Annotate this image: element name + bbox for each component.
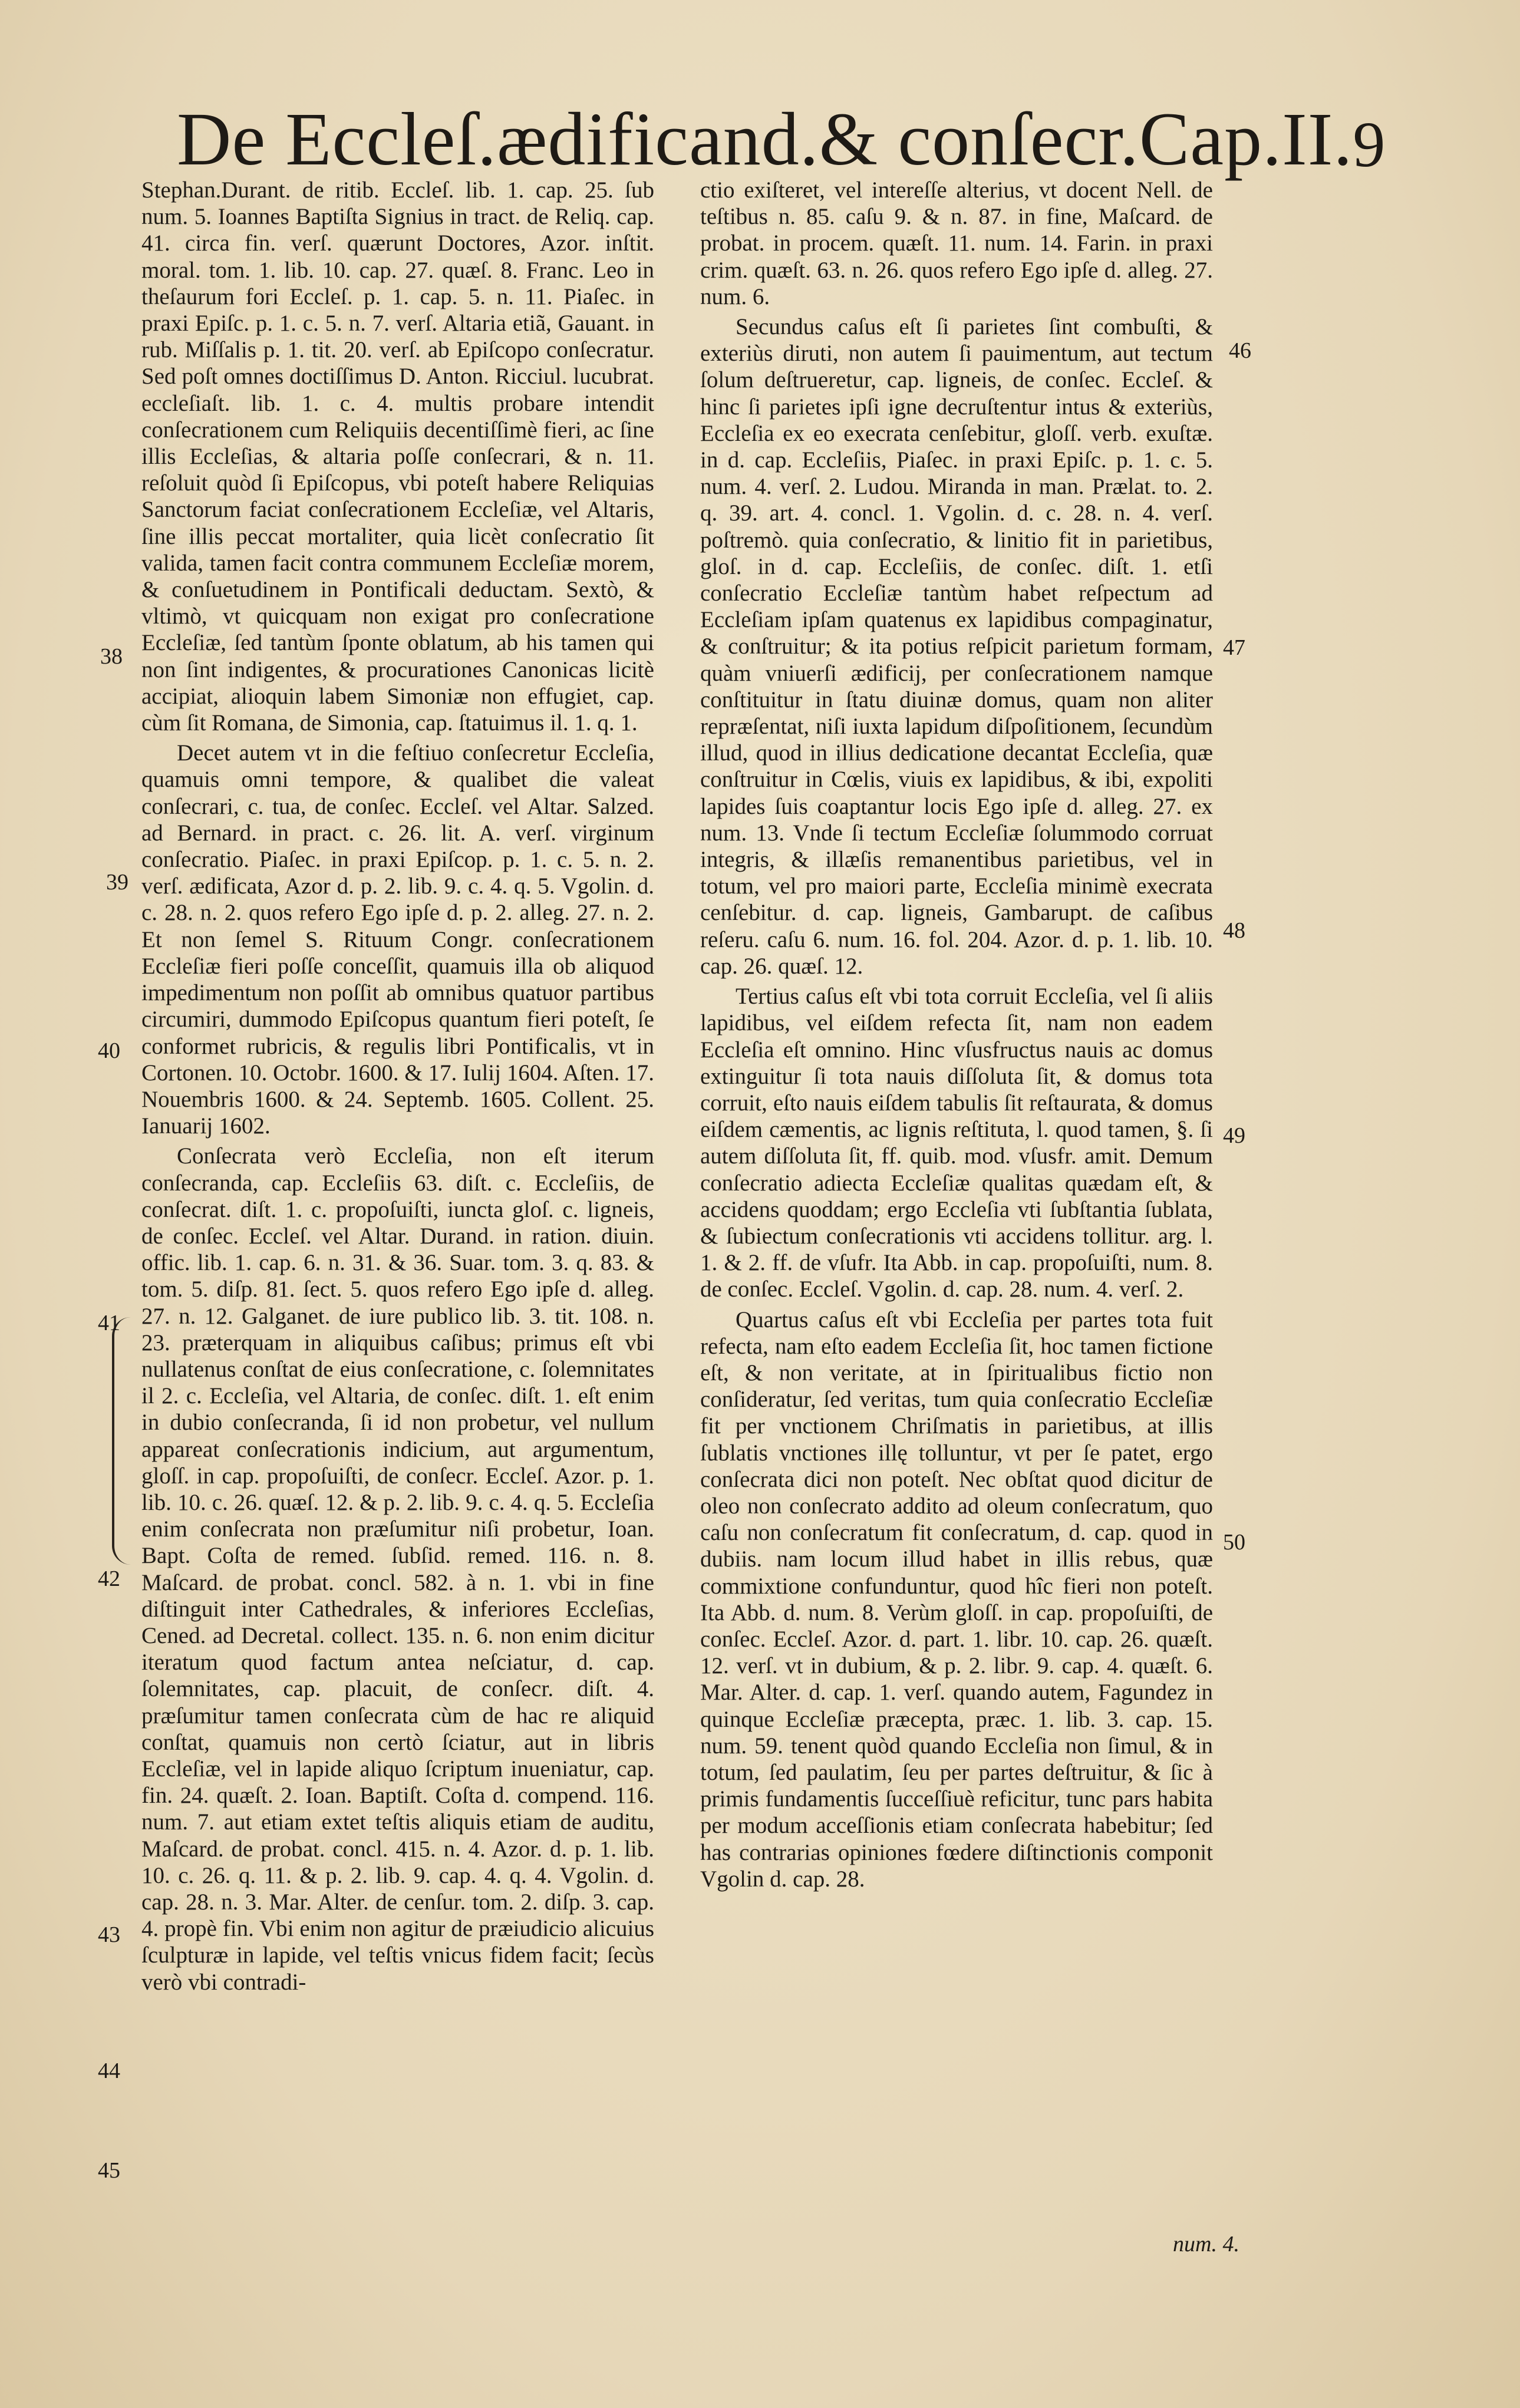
margin-number: 49 — [1223, 1123, 1245, 1148]
running-title: De Eccleſ.ædificand.& conſecr.Cap.II. — [177, 97, 1353, 181]
paragraph: ctio exiſteret, vel intereſſe alterius, vt docent Nell. de teſtibus n. 85. caſu 9. & n. 87. in fine, Maſcard. de probat. in procem. quæſt. 11. num. 14. Farin. in praxi crim. quæſt. 63. n. 26. quos refero Ego ipſe d. alleg. 27. num. 6. — [700, 177, 1213, 309]
margin-number: 40 — [98, 1038, 120, 1063]
margin-number: 41 — [98, 1311, 120, 1335]
margin-number: 38 — [100, 644, 123, 669]
paragraph: Quartus caſus eſt vbi Eccleſia per partes tota fuit refecta, nam eſto eadem Eccleſia ſit, hoc tamen fictione eſt, & non veritate, at in ſpiritualibus fictio non conſideratur, ſed veritas, tum quia conſecratio Eccleſiæ fit per vnctionem Chriſmatis in parietibus, at illis ſublatis vnctiones illę tolluntur, vt per ſe patet, ergo conſecrata dici non poteſt. Nec obſtat quod dicitur de oleo non conſecrato addito ad oleum conſecratum, quo caſu non conſecratum fit conſecratum, d. cap. quod in dubiis. nam locum illud habet in illis rebus, quæ commixtione confunduntur, quod hîc fieri non poteſt. Ita Abb. d. num. 8. Verùm gloſſ. in cap. propoſuiſti, de conſec. Eccleſ. Azor. d. part. 1. libr. 10. cap. 26. quæſt. 12. verſ. vt in dubium, & p. 2. libr. 9. cap. 4. quæſt. 6. Mar. Alter. d. cap. 1. verſ. quando autem, Fagundez in quinque Eccleſiæ præcepta, præc. 1. lib. 3. cap. 15. num. 59. tenent quòd quando Eccleſia non ſimul, & in totum, ſed paulatim, ſeu per partes deſtruitur, & ſic à primis fundamentis ſucceſſiuè reficitur, tunc pars habita per modum acceſſionis etiam conſecrata habebitur; ſed has contrarias opiniones fœdere diſtinctionis componit Vgolin d. cap. 28. — [700, 1307, 1213, 1892]
right-column — [700, 177, 1213, 1892]
page-number: 9 — [1353, 108, 1386, 180]
margin-number: 39 — [106, 870, 128, 895]
catchword: num. 4. — [1173, 2232, 1239, 2257]
margin-number: 42 — [98, 1566, 120, 1591]
paragraph: Conſecrata verò Eccleſia, non eſt iterum conſecranda, cap. Eccleſiis 63. diſt. c. Eccleſiis, de conſecrat. diſt. 1. c. propoſuiſti, iuncta gloſ. c. ligneis, de conſec. Eccleſ. vel Altar. Durand. in ration. diuin. offic. lib. 1. cap. 6. n. 31. & 36. Suar. tom. 3. q. 83. & tom. 5. diſp. 81. ſect. 5. quos refero Ego ipſe d. alleg. 27. n. 12. Galganet. de iure publico lib. 3. tit. 108. n. 23. præterquam in aliquibus caſibus; primus eſt vbi nullatenus conſtat de eius conſecratione, c. ſolemnitates il 2. c. Eccleſia, vel Altaria, de conſec. diſt. 1. eſt enim in dubio conſecranda, ſi id non probetur, vel nullum appareat conſecrationis indicium, aut argumentum, gloſſ. in cap. propoſuiſti, de conſecr. Eccleſ. Azor. p. 1. lib. 10. c. 26. quæſ. 12. & p. 2. lib. 9. c. 4. q. 5. Eccleſia enim conſecrata non præſumitur niſi probetur, Ioan. Bapt. Coſta de remed. ſubſid. remed. 116. n. 8. Maſcard. de probat. concl. 582. à n. 1. vbi in fine diſtinguit inter Cathedrales, & inferiores Eccleſias, Cened. ad Decretal. collect. 135. n. 6. non enim dicitur iteratum quod factum antea neſciatur, d. cap. ſolemnitates, cap. placuit, de conſecr. diſt. 4. præſumitur tamen conſecrata cùm de hac re aliquid conſtat, quamuis non certò ſciatur, aut in libris Eccleſiæ, vel in lapide aliquo ſcriptum inueniatur, cap. fin. 24. quæſt. 2. Ioan. Baptiſt. Coſta d. compend. 116. num. 7. aut etiam extet teſtis aliquis etiam de auditu, Maſcard. de probat. concl. 415. n. 4. Azor. d. p. 1. lib. 10. c. 26. q. 11. & p. 2. lib. 9. cap. 4. q. 4. Vgolin. d. cap. 28. n. 3. Mar. Alter. de cenſur. tom. 2. diſp. 3. cap. 4. propè fin. Vbi enim non agitur de præiudicio alicuius ſculpturæ in lapide, vel teſtis vnicus fidem facit; ſecùs verò vbi contradi- — [141, 1143, 654, 1995]
margin-number: 43 — [98, 1922, 120, 1947]
margin-number: 45 — [98, 2158, 120, 2183]
margin-number: 50 — [1223, 1530, 1245, 1555]
paragraph: Stephan.Durant. de ritib. Eccleſ. lib. 1. cap. 25. ſub num. 5. Ioannes Baptiſta Signius in tract. de Reliq. cap. 41. circa fin. verſ. quærunt Doctores, Azor. inſtit. moral. tom. 1. lib. 10. cap. 27. quæſ. 8. Franc. Leo in theſaurum fori Eccleſ. p. 1. cap. 5. n. 11. Piaſec. in praxi Epiſc. p. 1. c. 5. n. 7. verſ. Altaria etiã, Gauant. in rub. Miſſalis p. 1. tit. 20. verſ. ab Epiſcopo conſecratur. Sed poſt omnes doctiſſimus D. Anton. Ricciul. lucubrat. eccleſiaſt. lib. 1. c. 4. multis probare intendit conſecrationem cum Reliquiis decentiſſimè fieri, ac ſine illis Eccleſias, & altaria poſſe conſecrari, & n. 11. reſoluit quòd ſi Epiſcopus, vbi poteſt habere Reliquias Sanctorum faciat conſecrationem Eccleſiæ, vel Altaris, ſine illis peccat mortaliter, quia licèt conſecratio ſit valida, tamen facit contra communem Eccleſiæ morem, & conſuetudinem in Pontificali deductam. Sextò, & vltimò, vt quicquam non exigat pro conſecratione Eccleſiæ, ſed tantùm ſponte oblatum, ab his tamen qui non ſint indigentes, & procurationes Canonicas licitè accipiat, alioquin labem Simoniæ non effugiet, cap. cùm ſit Romana, de Simonia, cap. ſtatuimus il. 1. q. 1. — [141, 177, 654, 736]
margin-number: 46 — [1229, 338, 1251, 363]
margin-bracket-mark — [112, 1317, 131, 1565]
left-column — [141, 177, 654, 1995]
paragraph: Tertius caſus eſt vbi tota corruit Eccleſia, vel ſi aliis lapidibus, vel eiſdem refecta ſit, nam non eadem Eccleſia eſt omnino. Hinc vſusfructus nauis ac domus extinguitur ſi tota nauis diſſoluta ſit, & domus tota corruit, eſto nauis eiſdem tabulis ſit reſtaurata, & domus eiſdem cæmentis, ac lignis reſtituta, l. quod tamen, §. ſi autem diſſoluta ſit, ff. quib. mod. vſusfr. amit. Demum conſecratio adiecta Eccleſiæ qualitas quædam eſt, & accidens quoddam; ergo Eccleſia vti ſubſtantia ſublata, & ſubiectum conſecrationis vti accidens tollitur. arg. l. 1. & 2. ff. de vſufr. Ita Abb. in cap. propoſuiſti, num. 8. de conſec. Eccleſ. Vgolin. d. cap. 28. num. 4. verſ. 2. — [700, 984, 1213, 1302]
margin-number: 48 — [1223, 918, 1245, 943]
margin-number: 47 — [1223, 635, 1245, 660]
page-header — [177, 71, 1386, 181]
margin-number: 44 — [98, 2059, 120, 2083]
paragraph: Decet autem vt in die feſtiuo conſecretur Eccleſia, quamuis omni tempore, & qualibet die valeat conſecrari, c. tua, de conſec. Eccleſ. vel Altar. Salzed. ad Bernard. in pract. c. 26. lit. A. verſ. virginum conſecratio. Piaſec. in praxi Epiſcop. p. 1. c. 5. n. 2. verſ. ædificata, Azor d. p. 2. lib. 9. c. 4. q. 5. Vgolin. d. c. 28. n. 2. quos refero Ego ipſe d. p. 2. alleg. 27. n. 2. Et non ſemel S. Rituum Congr. conſecrationem Eccleſiæ fieri poſſe conceſſit, quamuis illa ob aliquod impedimentum non poſſit ab omnibus quatuor partibus circumiri, dummodo Epiſcopus quantum fieri poteſt, ſe conformet rubricis, & regulis libri Pontificalis, vt in Cortonen. 10. Octobr. 1600. & 17. Iulij 1604. Aſten. 17. Nouembris 1600. & 24. Septemb. 1605. Collent. 25. Ianuarij 1602. — [141, 740, 654, 1139]
paragraph: Secundus caſus eſt ſi parietes ſint combuſti, & exteriùs diruti, non autem ſi pauimentum, aut tectum ſolum deſtrueretur, cap. ligneis, de conſec. Eccleſ. & hinc ſi parietes ipſi igne decruſtentur intus & exteriùs, Eccleſia ex eo execrata cenſebitur, gloſſ. verb. exuſtæ. in d. cap. Eccleſiis, Piaſec. in praxi Epiſc. p. 1. c. 5. num. 4. verſ. 2. Ludou. Miranda in man. Prælat. to. 2. q. 39. art. 4. concl. 1. Vgolin. d. c. 28. n. 4. verſ. poſtremò. quia conſecratio, & linitio fit in parietibus, gloſ. in d. cap. Eccleſiis, de conſec. diſt. 1. etſi conſecratio Eccleſiæ tantùm habet reſpectum ad Eccleſiam ipſam quatenus ex lapidibus compaginatur, & conſtruitur; & ita potius reſpicit parietum formam, quàm vniuerſi ædificij, per conſecrationem namque conſtituitur in ſtatu diuinæ domus, quam non aliter repræſentat, niſi iuxta lapidum diſpoſitionem, ſecundùm illud, quod in illius dedicatione decantat Eccleſia, quæ conſtruitur in Cœlis, viuis ex lapidibus, & ibi, expoliti lapides ſuis coaptantur locis Ego ipſe d. alleg. 27. ex num. 13. Vnde ſi tectum Eccleſiæ ſolummodo corruat integris, & illæſis remanentibus parietibus, vel in totum, vel pro maiori parte, Eccleſia minimè execrata cenſebitur. d. cap. ligneis, Gambarupt. de caſibus reſeru. caſu 6. num. 16. fol. 204. Azor. d. p. 1. lib. 10. cap. 26. quæſ. 12. — [700, 314, 1213, 979]
